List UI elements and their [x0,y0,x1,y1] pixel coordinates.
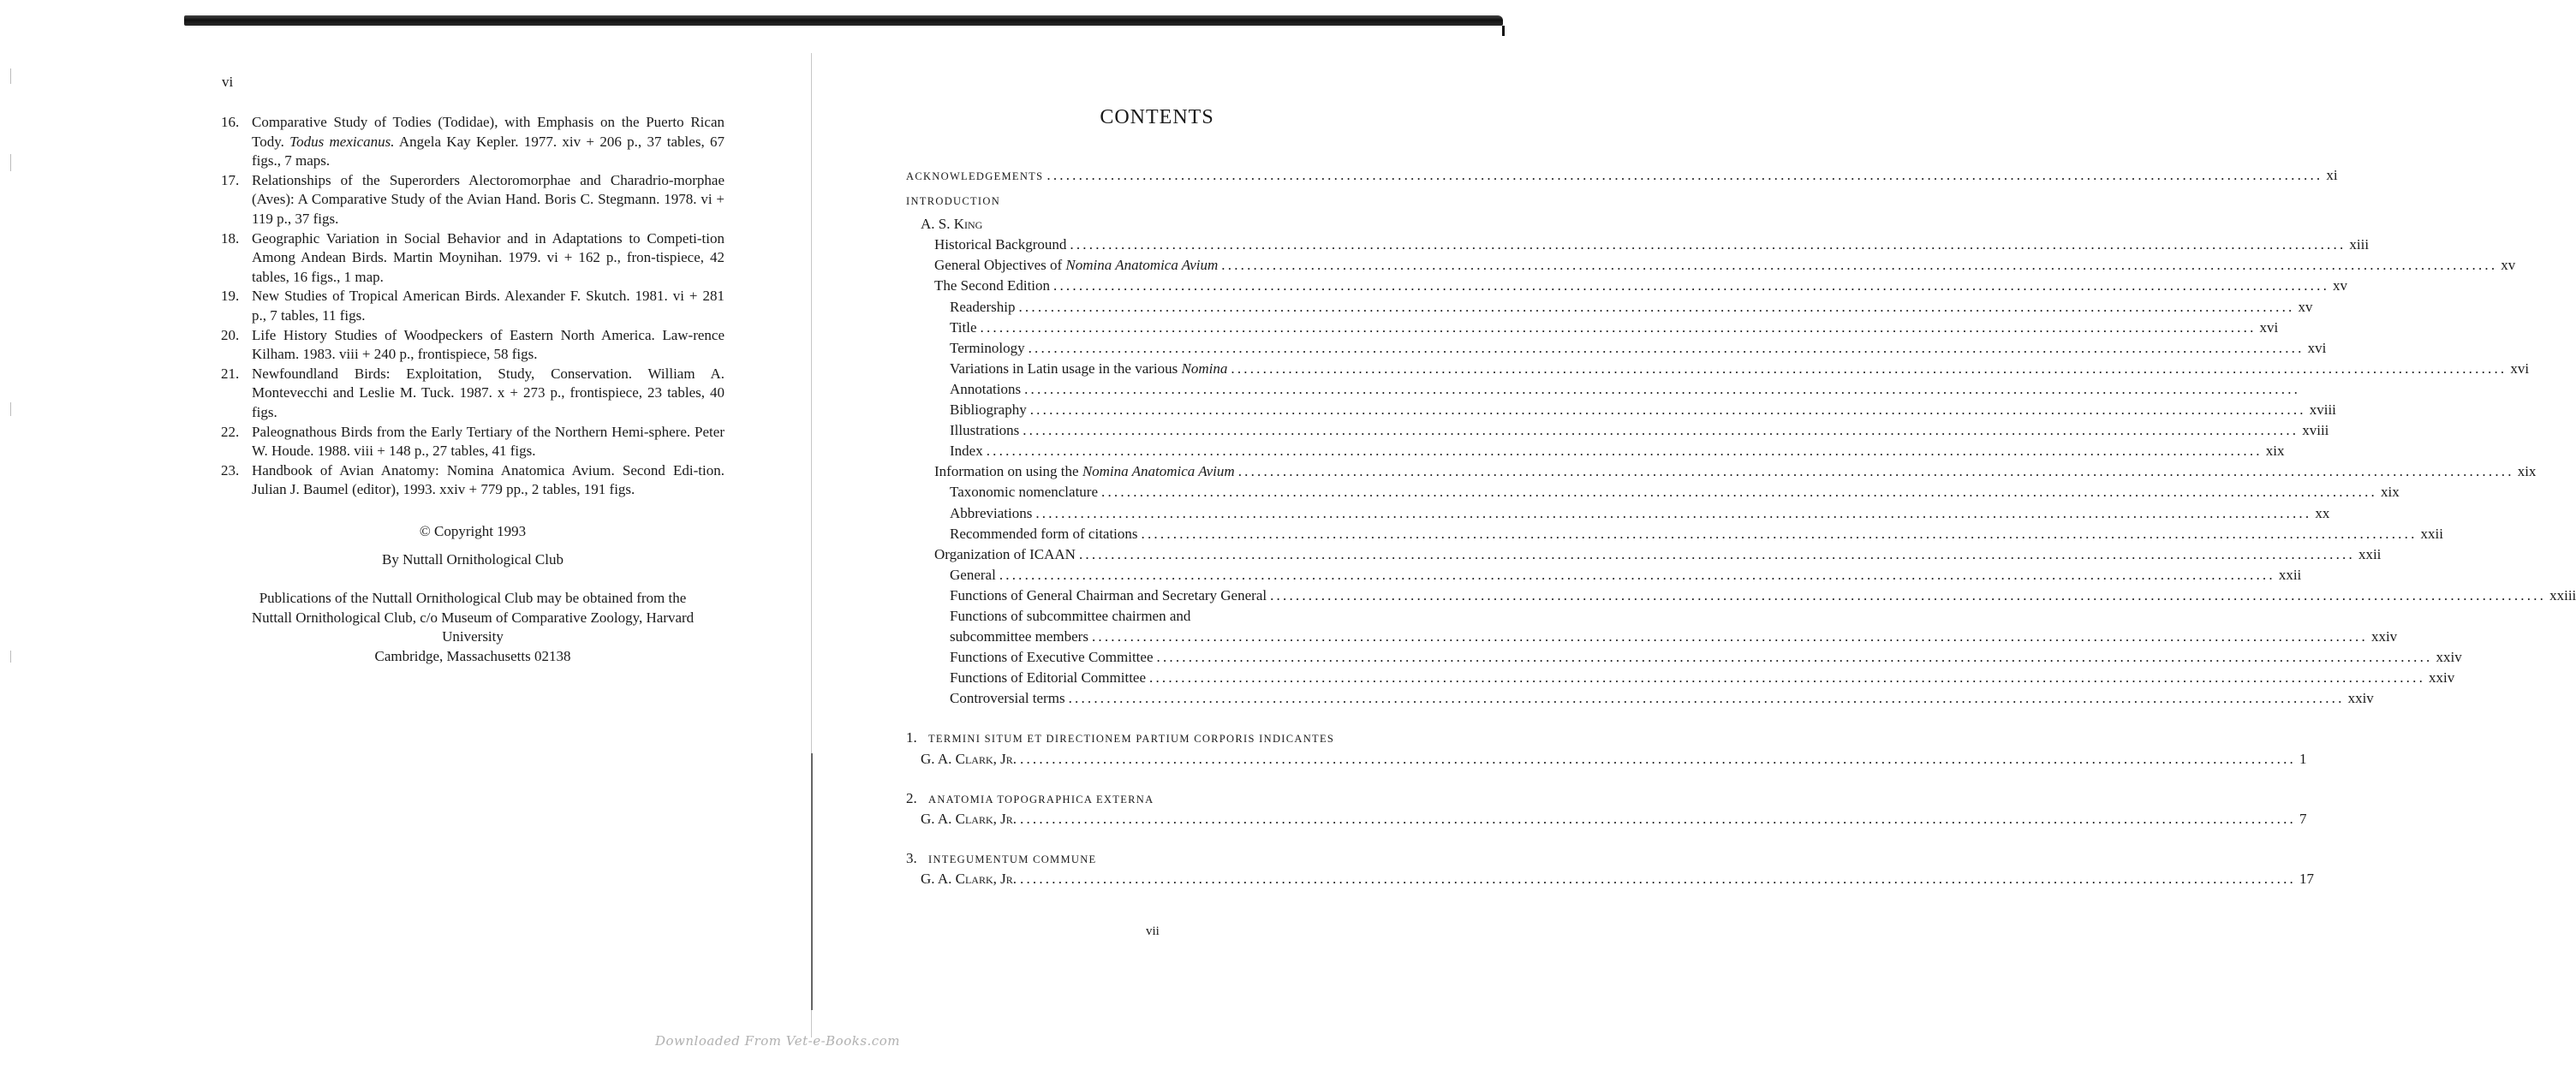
scan-top-edge-hook [1497,26,1505,36]
leader-dots: ........................................................................................................................................................................................................ [1035,504,2312,521]
publication-item: 17. Relationships of the Superorders Alectoromorphae and Charadrio-morphae (Aves): A Comparative Study of the Avian Hand. Boris C. Stegmann. 1978. vi + 119 p., 37 figs. [221,171,724,227]
copyright-notice: © Copyright 1993 [419,522,527,539]
leader-dots: ........................................................................................................................................................................................................ [1221,257,2498,274]
leader-dots: ........................................................................................................................................................................................................ [1101,484,2377,501]
leader-dots: ........................................................................................................................................................................................................ [1068,690,2345,707]
toc-entry: Illustrations ........................................................................................................................................................................................................ xviii [950,422,2329,439]
publication-item: 19. New Studies of Tropical American Birds. Alexander F. Skutch. 1981. vi + 281 p., 7 tables, 11 figs. [221,288,724,324]
toc-entry: Readership ........................................................................................................................................................................................................ xv [950,298,2313,315]
right-page-number: vii [1146,924,1160,938]
leader-dots: ........................................................................................................................................................................................................ [1018,298,2295,315]
leader-dots: ........................................................................................................................................................................................................ [1020,870,2296,887]
toc-entry: Functions of Editorial Committee ........................................................................................................................................................................................................ xxiv [950,669,2455,687]
contents-page [906,106,2576,891]
publication-number: 16. [221,114,240,130]
scan-top-edge-bar [184,15,1503,26]
toc-entry: Controversial terms ........................................................................................................................................................................................................ xxiv [950,690,2374,707]
scan-edge-mark [10,402,11,416]
publication-number: 19. [221,288,240,305]
toc-chapter-heading: 1. TERMINI SITUM ET DIRECTIONEM PARTIUM CORPORIS INDICANTES [906,729,1335,746]
publication-item: 16. Comparative Study of Todies (Todidae), with Emphasis on the Puerto Rican Tody. Todus mexicanus. Angela Kay Kepler. 1977. xiv + 206 p., 37 tables, 67 figs., 7 maps. [221,114,725,169]
toc-entry: Functions of Executive Committee ........................................................................................................................................................................................................ xxiv [950,649,2462,666]
publication-number: 21. [221,365,240,382]
toc-entry: The Second Edition ........................................................................................................................................................................................................ xv [934,277,2348,294]
leader-dots: ........................................................................................................................................................................................................ [1020,810,2296,827]
leader-dots: ........................................................................................................................................................................................................ [1028,339,2305,356]
toc-entry: Organization of ICAAN ........................................................................................................................................................................................................ xxii [934,545,2382,562]
leader-dots: ........................................................................................................................................................................................................ [1237,463,2514,480]
toc-chapter-author: G. A. Clark, Jr. ........................................................................................................................................................................................................ 7 [921,810,2307,827]
toc-entry: Bibliography ........................................................................................................................................................................................................ xviii [950,401,2336,419]
toc-heading-introduction: INTRODUCTION [906,195,1001,208]
leader-dots: ........................................................................................................................................................................................................ [1023,422,2299,439]
leader-dots: ........................................................................................................................................................................................................ [1078,545,2355,562]
toc-entry: Annotations ........................................................................................................................................................................................................ [950,380,2301,397]
leader-dots: ........................................................................................................................................................................................................ [1141,525,2418,542]
toc-entry: Functions of subcommittee chairmen and [950,607,1191,624]
publication-item: 20. Life History Studies of Woodpeckers of Eastern North America. Law-rence Kilham. 1983. viii + 240 p., frontispiece, 58 figs. [221,326,724,363]
download-watermark: Downloaded From Vet-e-Books.com [655,1033,900,1049]
toc-entry: General Objectives of Nomina Anatomica Avium ........................................................................................................................................................................................................ xv [934,257,2516,274]
left-page-number: vi [222,74,234,90]
toc-author: A. S. King [921,216,983,233]
publication-list [221,113,724,666]
toc-chapter-author: G. A. Clark, Jr. ........................................................................................................................................................................................................ 17 [921,870,2314,887]
toc-entry: subcommittee members ........................................................................................................................................................................................................ xxiv [950,628,2398,645]
book-spine-shadow [811,753,813,1010]
leader-dots: ........................................................................................................................................................................................................ [1231,360,2507,377]
leader-dots: ........................................................................................................................................................................................................ [1046,167,2323,183]
leader-dots: ........................................................................................................................................................................................................ [1053,277,2330,294]
toc-chapter-author: G. A. Clark, Jr. ........................................................................................................................................................................................................ 1 [921,750,2307,767]
publication-info: Publications of the Nuttall Ornithological Club may be obtained from the Nuttall Ornithological Club, c/o Museum of Comparative Zoology, Harvard University Cambridge, Massachusetts 02138 [251,590,695,664]
leader-dots: ........................................................................................................................................................................................................ [1020,750,2296,767]
toc-entry: Title ........................................................................................................................................................................................................ xvi [950,318,2279,336]
toc-chapter-heading: 3. INTEGUMENTUM COMMUNE [906,849,1097,866]
toc-entry: Index ........................................................................................................................................................................................................ xix [950,443,2285,460]
publication-number: 23. [221,461,240,479]
leader-dots: ........................................................................................................................................................................................................ [1270,586,2547,603]
leader-dots: ........................................................................................................................................................................................................ [1070,236,2346,253]
toc-chapter-heading: 2. ANATOMIA TOPOGRAPHICA EXTERNA [906,789,1154,806]
leader-dots: ........................................................................................................................................................................................................ [999,566,2275,583]
leader-dots: ........................................................................................................................................................................................................ [980,318,2257,336]
leader-dots: ........................................................................................................................................................................................................ [1091,628,2368,645]
leader-dots: ........................................................................................................................................................................................................ [1156,649,2433,666]
toc-entry: Information on using the Nomina Anatomica Avium ........................................................................................................................................................................................................ xix [934,463,2537,480]
leader-dots: ........................................................................................................................................................................................................ [986,443,2263,460]
publisher-line: By Nuttall Ornithological Club [381,551,564,568]
leader-dots: ........................................................................................................................................................................................................ [1029,401,2306,419]
scan-edge-mark [10,68,11,84]
publication-number: 22. [221,423,240,440]
toc-entry: Terminology ........................................................................................................................................................................................................ xvi [950,339,2327,356]
toc-entry: Abbreviations ........................................................................................................................................................................................................ xx [950,504,2330,521]
publication-item: 22. Paleognathous Birds from the Early Tertiary of the Northern Hemi-sphere. Peter W. Houde. 1988. viii + 148 p., 27 tables, 41 figs. [221,423,724,460]
leader-dots: ........................................................................................................................................................................................................ [1024,380,2301,397]
publication-number: 18. [221,229,240,247]
scan-edge-mark [10,651,11,663]
toc-entry: Recommended form of citations ........................................................................................................................................................................................................ xxii [950,525,2443,542]
toc-entry: General ........................................................................................................................................................................................................ xxii [950,566,2302,583]
scan-edge-mark [10,154,11,171]
publication-number: 20. [221,326,240,343]
toc-entry: Taxonomic nomenclature ........................................................................................................................................................................................................ xix [950,484,2400,501]
toc-entry: Variations in Latin usage in the various Nomina ........................................................................................................................................................................................................ xvi [950,360,2530,377]
toc-entry-acknowledgements: ACKNOWLEDGEMENTS ........................................................................................................................................................................................................ xi [906,167,2338,183]
publication-item: 23. Handbook of Avian Anatomy: Nomina Anatomica Avium. Second Edi-tion. Julian J. Baumel (editor), 1993. xxiv + 779 pp., 2 tables, 191 figs. [221,461,724,498]
contents-title: CONTENTS [1100,106,1214,128]
publication-number: 17. [221,171,240,188]
leader-dots: ........................................................................................................................................................................................................ [1149,669,2426,687]
publication-item: 21. Newfoundland Birds: Exploitation, Study, Conservation. William A. Montevecchi and Leslie M. Tuck. 1987. x + 273 p., frontispiece, 23 tables, 40 figs. [221,365,724,420]
toc-entry: Functions of General Chairman and Secretary General ........................................................................................................................................................................................................ xxiii [950,586,2576,603]
publication-item: 18. Geographic Variation in Social Behavior and in Adaptations to Competi-tion Among Andean Birds. Martin Moynihan. 1979. vi + 162 p., fron-tispiece, 42 tables, 16 figs., 1 map. [221,229,724,285]
toc-entry: Historical Background ........................................................................................................................................................................................................ xiii [934,236,2370,253]
